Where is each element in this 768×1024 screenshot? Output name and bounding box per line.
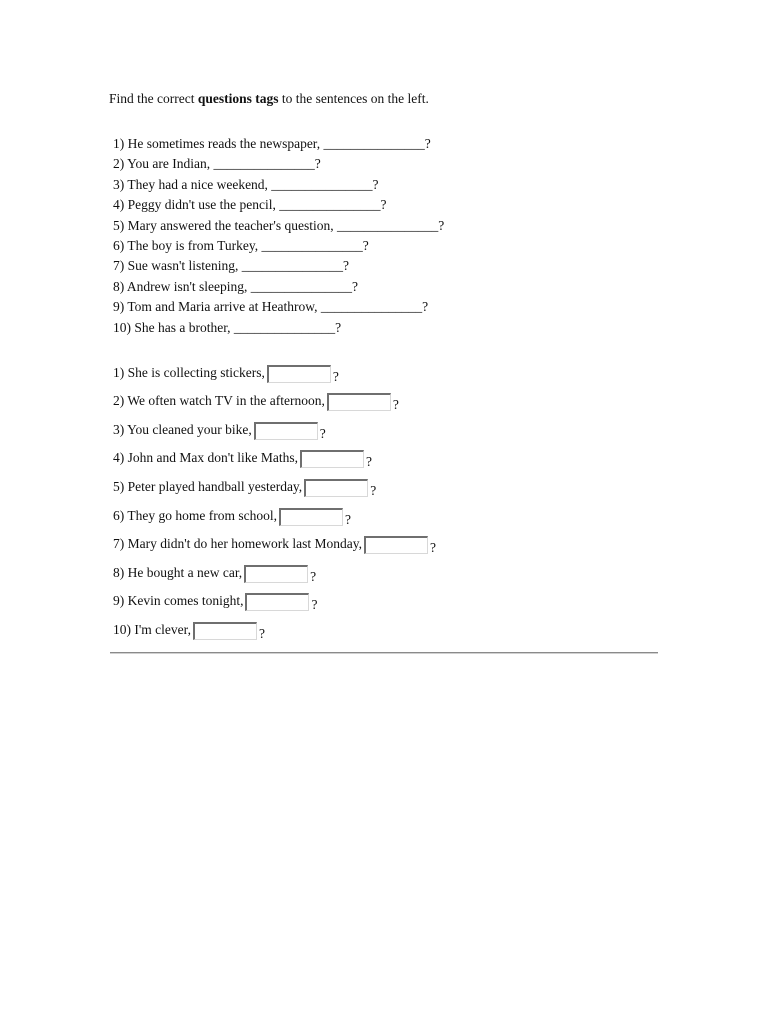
sentence-10: 10) She has a brother, _______________? <box>113 319 342 335</box>
sentence-8: 8) Andrew isn't sleeping, _______________? <box>113 278 359 294</box>
input-row-3 <box>113 413 436 442</box>
horizontal-divider <box>110 652 658 654</box>
input-row-label: 5) Peter played handball yesterday, <box>113 478 303 494</box>
input-row-label: 8) He bought a new car, <box>113 564 243 580</box>
question-mark: ? <box>366 454 373 470</box>
answer-input-8[interactable] <box>244 565 308 583</box>
question-mark: ? <box>310 568 317 584</box>
question-mark: ? <box>370 482 377 498</box>
instruction-bold-term: questions tags <box>197 91 279 106</box>
question-mark: ? <box>430 540 437 556</box>
answer-input-5[interactable] <box>304 479 368 497</box>
answer-input-2[interactable] <box>327 393 391 411</box>
input-row-1 <box>113 356 436 385</box>
sentence-9: 9) Tom and Maria arrive at Heathrow, _______________? <box>113 299 429 315</box>
question-mark: ? <box>319 425 326 441</box>
input-row-label: 9) Kevin comes tonight, <box>113 593 244 609</box>
question-mark: ? <box>344 511 351 527</box>
input-row-8 <box>113 556 436 585</box>
input-row-10 <box>113 613 436 642</box>
sentence-6: 6) The boy is from Turkey, _______________? <box>113 237 369 253</box>
input-row-label: 2) We often watch TV in the afternoon, <box>113 393 325 409</box>
fill-in-sentences <box>113 134 444 338</box>
input-row-label: 4) John and Max don't like Maths, <box>113 450 299 466</box>
sentence-7: 7) Sue wasn't listening, _______________? <box>113 258 350 274</box>
sentence-5: 5) Mary answered the teacher's question, _______________? <box>113 217 445 233</box>
question-mark: ? <box>332 368 339 384</box>
sentence-4: 4) Peggy didn't use the pencil, _______________? <box>113 197 387 213</box>
input-row-label: 10) I'm clever, <box>113 621 191 637</box>
answer-input-7[interactable] <box>364 536 428 554</box>
input-row-label: 1) She is collecting stickers, <box>113 364 265 380</box>
answer-input-6[interactable] <box>279 508 343 526</box>
input-row-4 <box>113 442 436 471</box>
sentence-1: 1) He sometimes reads the newspaper, _______________? <box>113 136 431 151</box>
input-row-7 <box>113 528 436 557</box>
input-row-label: 6) They go home from school, <box>113 507 277 523</box>
input-sentences <box>113 356 436 642</box>
answer-input-1[interactable] <box>267 365 331 383</box>
answer-input-4[interactable] <box>300 450 364 468</box>
answer-input-3[interactable] <box>254 422 318 440</box>
answer-input-9[interactable] <box>245 593 309 611</box>
input-row-6 <box>113 499 436 528</box>
instruction-text-start: Find the correct <box>109 91 198 106</box>
input-row-9 <box>113 585 436 614</box>
sentence-3: 3) They had a nice weekend, _______________? <box>113 176 379 192</box>
question-mark: ? <box>392 397 399 413</box>
question-mark: ? <box>311 597 318 613</box>
input-row-label: 7) Mary didn't do her homework last Monday, <box>113 536 363 552</box>
instruction <box>109 91 429 107</box>
question-mark: ? <box>258 625 265 641</box>
input-row-label: 3) You cleaned your bike, <box>113 421 252 437</box>
input-row-5 <box>113 470 436 499</box>
input-row-2 <box>113 385 436 414</box>
answer-input-10[interactable] <box>193 622 257 640</box>
sentence-2: 2) You are Indian, _______________? <box>113 156 321 172</box>
instruction-text-end: to the sentences on the left. <box>278 91 429 106</box>
